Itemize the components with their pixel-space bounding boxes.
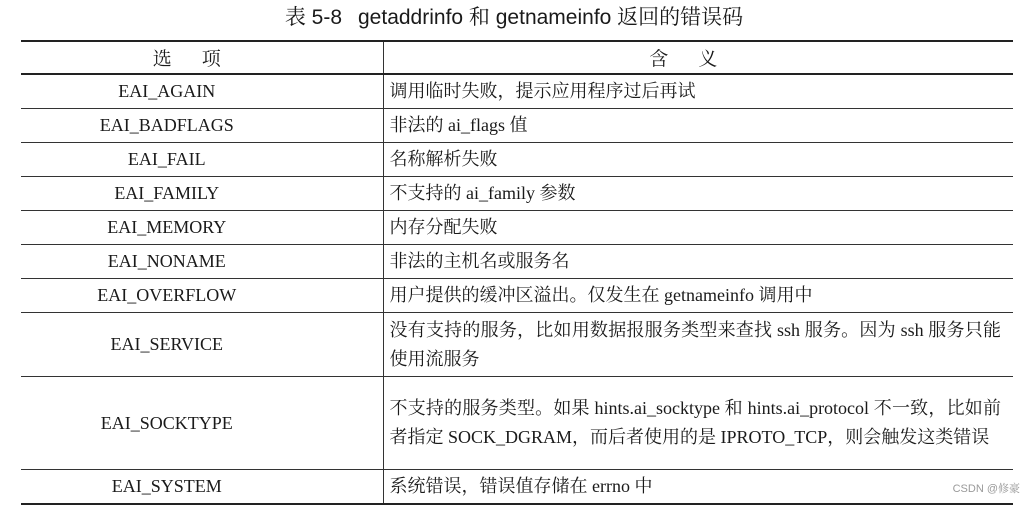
table-caption: [0, 4, 1028, 32]
meaning-cell: 非法的 ai_flags 值: [383, 109, 1013, 143]
option-cell: EAI_FAMILY: [21, 177, 383, 211]
option-cell: EAI_NONAME: [21, 245, 383, 279]
table-row: [21, 109, 1013, 143]
table-row: [21, 377, 1013, 470]
table-row: [21, 143, 1013, 177]
column-header-option: 选项: [21, 41, 383, 74]
option-cell: EAI_SERVICE: [21, 313, 383, 377]
table-row: [21, 245, 1013, 279]
table-title: getaddrinfo 和 getnameinfo 返回的错误码: [358, 6, 744, 29]
meaning-cell: 调用临时失败，提示应用程序过后再试: [383, 74, 1013, 109]
table-header-row: [21, 41, 1013, 74]
option-cell: EAI_BADFLAGS: [21, 109, 383, 143]
option-cell: EAI_AGAIN: [21, 74, 383, 109]
error-code-table: [21, 40, 1013, 505]
option-cell: EAI_SYSTEM: [21, 470, 383, 505]
option-cell: EAI_OVERFLOW: [21, 279, 383, 313]
table-row: [21, 470, 1013, 505]
meaning-cell: 非法的主机名或服务名: [383, 245, 1013, 279]
column-header-meaning: 含义: [383, 41, 1013, 74]
table-row: [21, 74, 1013, 109]
option-cell: EAI_SOCKTYPE: [21, 377, 383, 470]
table-row: [21, 279, 1013, 313]
table-number: 表 5-8: [284, 6, 342, 29]
meaning-cell: 内存分配失败: [383, 211, 1013, 245]
meaning-cell: 系统错误，错误值存储在 errno 中: [383, 470, 1013, 505]
option-cell: EAI_FAIL: [21, 143, 383, 177]
table-row: [21, 313, 1013, 377]
watermark: CSDN @修豪: [952, 483, 1020, 495]
meaning-cell: 用户提供的缓冲区溢出。仅发生在 getnameinfo 调用中: [383, 279, 1013, 313]
table-row: [21, 177, 1013, 211]
meaning-cell: 不支持的服务类型。如果 hints.ai_socktype 和 hints.ai_protocol 不一致，比如前者指定 SOCK_DGRAM，而后者使用的是 IPROTO_TCP，则会触发这类错误: [383, 377, 1013, 470]
option-cell: EAI_MEMORY: [21, 211, 383, 245]
meaning-cell: 不支持的 ai_family 参数: [383, 177, 1013, 211]
meaning-cell: 没有支持的服务，比如用数据报服务类型来查找 ssh 服务。因为 ssh 服务只能使用流服务: [383, 313, 1013, 377]
table-row: [21, 211, 1013, 245]
meaning-cell: 名称解析失败: [383, 143, 1013, 177]
